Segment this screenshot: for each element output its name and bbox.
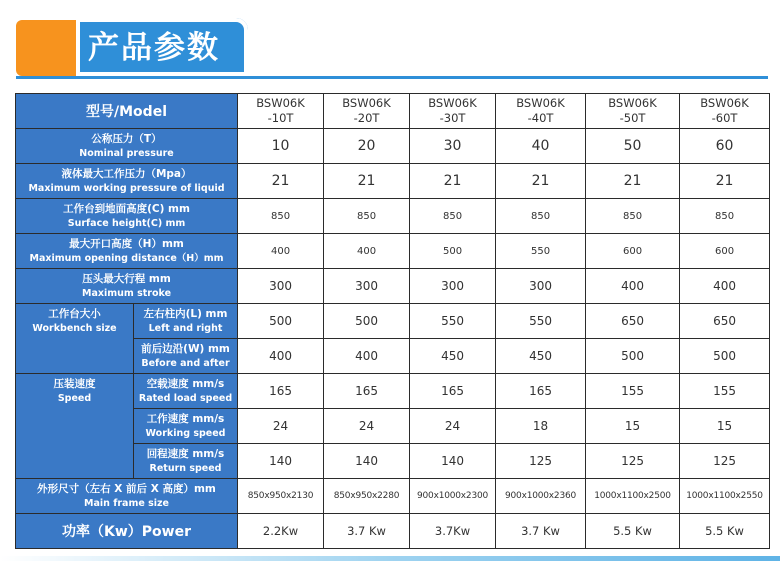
value-cell: 850x950x2130 — [238, 479, 324, 514]
value-cell: 15 — [680, 409, 770, 444]
value-cell: 125 — [680, 444, 770, 479]
value-cell: 300 — [324, 269, 410, 304]
value-cell: 450 — [496, 339, 586, 374]
value-cell: 140 — [238, 444, 324, 479]
value-cell: 500 — [586, 339, 680, 374]
page-title: 产品参数 — [88, 30, 220, 66]
value-cell: 21 — [680, 164, 770, 199]
value-cell: 140 — [410, 444, 496, 479]
value-cell: 500 — [410, 234, 496, 269]
value-cell: 40 — [496, 129, 586, 164]
value-cell: 400 — [324, 339, 410, 374]
value-cell: 21 — [238, 164, 324, 199]
row-label: 空载速度 mm/s Rated load speed — [134, 374, 238, 409]
value-cell: 500 — [324, 304, 410, 339]
value-cell: 300 — [238, 269, 324, 304]
model-header-label: 型号/Model — [16, 94, 238, 129]
value-cell: 155 — [586, 374, 680, 409]
row-label: 工作速度 mm/s Working speed — [134, 409, 238, 444]
value-cell: 20 — [324, 129, 410, 164]
value-cell: 2.2Kw — [238, 514, 324, 549]
value-cell: 3.7 Kw — [324, 514, 410, 549]
value-cell: 1000x1100x2500 — [586, 479, 680, 514]
banner-underline — [16, 76, 768, 79]
value-cell: 550 — [496, 304, 586, 339]
value-cell: 165 — [238, 374, 324, 409]
value-cell: 850 — [496, 199, 586, 234]
row-label: 工作台到地面高度(C) mm Surface height(C) mm — [16, 199, 238, 234]
table-row-power — [16, 514, 770, 549]
value-cell: 24 — [410, 409, 496, 444]
row-label: 最大开口高度（H）mm Maximum opening distance（H）mm — [16, 234, 238, 269]
value-cell: 900x1000x2360 — [496, 479, 586, 514]
model-cell: BSW06K -50T — [586, 94, 680, 129]
value-cell: 850 — [238, 199, 324, 234]
value-cell: 550 — [496, 234, 586, 269]
value-cell: 450 — [410, 339, 496, 374]
spec-table — [15, 93, 770, 549]
value-cell: 3.7Kw — [410, 514, 496, 549]
model-cell: BSW06K -10T — [238, 94, 324, 129]
table-row-workbench-left-right — [16, 304, 770, 339]
value-cell: 24 — [324, 409, 410, 444]
value-cell: 30 — [410, 129, 496, 164]
value-cell: 850 — [324, 199, 410, 234]
value-cell: 850 — [410, 199, 496, 234]
value-cell: 400 — [238, 339, 324, 374]
value-cell: 21 — [410, 164, 496, 199]
row-label: 左右柱内(L) mm Left and right — [134, 304, 238, 339]
table-row-max-stroke — [16, 269, 770, 304]
value-cell: 650 — [680, 304, 770, 339]
value-cell: 3.7 Kw — [496, 514, 586, 549]
row-group-label-workbench: 工作台大小 Workbench size — [16, 304, 134, 374]
row-label: 压头最大行程 mm Maximum stroke — [16, 269, 238, 304]
value-cell: 125 — [586, 444, 680, 479]
table-row-surface-height — [16, 199, 770, 234]
value-cell: 5.5 Kw — [680, 514, 770, 549]
table-row-max-working-pressure — [16, 164, 770, 199]
value-cell: 21 — [324, 164, 410, 199]
value-cell: 155 — [680, 374, 770, 409]
value-cell: 400 — [324, 234, 410, 269]
value-cell: 125 — [496, 444, 586, 479]
value-cell: 400 — [586, 269, 680, 304]
value-cell: 21 — [586, 164, 680, 199]
table-row-speed-rated-load — [16, 374, 770, 409]
value-cell: 600 — [586, 234, 680, 269]
value-cell: 500 — [680, 339, 770, 374]
value-cell: 10 — [238, 129, 324, 164]
value-cell: 140 — [324, 444, 410, 479]
value-cell: 50 — [586, 129, 680, 164]
value-cell: 300 — [410, 269, 496, 304]
value-cell: 850x950x2280 — [324, 479, 410, 514]
value-cell: 1000x1100x2550 — [680, 479, 770, 514]
table-row-main-frame — [16, 479, 770, 514]
value-cell: 900x1000x2300 — [410, 479, 496, 514]
value-cell: 15 — [586, 409, 680, 444]
value-cell: 850 — [680, 199, 770, 234]
value-cell: 500 — [238, 304, 324, 339]
banner-orange-block — [16, 20, 84, 76]
row-label: 公称压力（T） Nominal pressure — [16, 129, 238, 164]
value-cell: 165 — [496, 374, 586, 409]
value-cell: 165 — [410, 374, 496, 409]
value-cell: 24 — [238, 409, 324, 444]
table-row-max-opening — [16, 234, 770, 269]
bottom-stripe — [0, 556, 780, 561]
row-label: 前后边沿(W) mm Before and after — [134, 339, 238, 374]
value-cell: 21 — [496, 164, 586, 199]
value-cell: 165 — [324, 374, 410, 409]
value-cell: 400 — [680, 269, 770, 304]
value-cell: 650 — [586, 304, 680, 339]
value-cell: 60 — [680, 129, 770, 164]
model-cell: BSW06K -20T — [324, 94, 410, 129]
value-cell: 850 — [586, 199, 680, 234]
row-group-label-speed: 压装速度 Speed — [16, 374, 134, 479]
model-cell: BSW06K -60T — [680, 94, 770, 129]
model-cell: BSW06K -30T — [410, 94, 496, 129]
row-label: 功率（Kw）Power — [16, 514, 238, 549]
row-label: 回程速度 mm/s Return speed — [134, 444, 238, 479]
table-row-nominal-pressure — [16, 129, 770, 164]
row-label: 外形尺寸（左右 X 前后 X 高度）mm Main frame size — [16, 479, 238, 514]
value-cell: 18 — [496, 409, 586, 444]
value-cell: 550 — [410, 304, 496, 339]
model-cell: BSW06K -40T — [496, 94, 586, 129]
row-label: 液体最大工作压力（Mpa） Maximum working pressure of liquid — [16, 164, 238, 199]
value-cell: 5.5 Kw — [586, 514, 680, 549]
value-cell: 400 — [238, 234, 324, 269]
value-cell: 300 — [496, 269, 586, 304]
table-row-model — [16, 94, 770, 129]
value-cell: 600 — [680, 234, 770, 269]
